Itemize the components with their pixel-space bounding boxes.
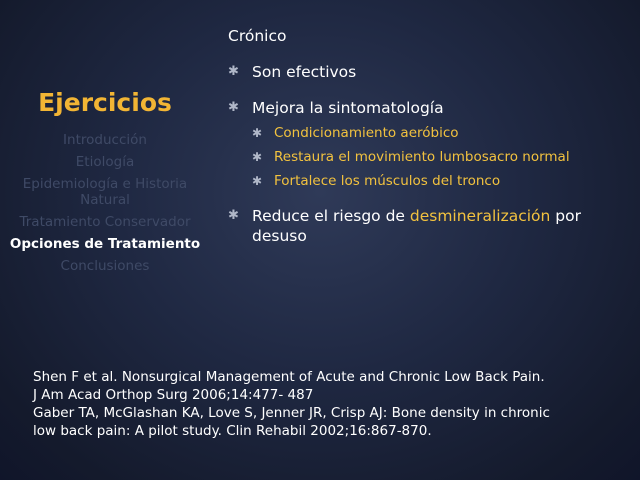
content-heading: Crónico — [228, 27, 287, 45]
asterisk-bullet-icon: ✱ — [252, 150, 263, 164]
references — [33, 368, 633, 440]
reference-line: low back pain: A pilot study. Clin Rehabil 2002;16:867-870. — [33, 423, 432, 439]
reference-line: Shen F et al. Nonsurgical Management of Acute and Chronic Low Back Pain. — [33, 369, 545, 385]
bullet-text-pre: Reduce el riesgo de — [252, 207, 410, 225]
nav-item-conclusiones[interactable]: Conclusiones — [60, 258, 150, 274]
nav-item-epidemiologia[interactable]: Epidemiología e Historia Natural — [22, 176, 188, 208]
sub-bullet-item — [252, 172, 628, 190]
asterisk-bullet-icon: ✱ — [228, 100, 239, 115]
reference-line: Gaber TA, McGlashan KA, Love S, Jenner JR, Crisp AJ: Bone density in chronic — [33, 405, 550, 421]
bullet-mejora-sintomatologia — [228, 98, 628, 118]
sub-bullet-item — [252, 148, 628, 166]
asterisk-bullet-icon: ✱ — [228, 208, 239, 223]
sub-bullet-item — [252, 124, 628, 142]
nav-item-tratamiento-conservador[interactable]: Tratamiento Conservador — [19, 214, 191, 230]
bullet-text-post: por desuso — [252, 207, 581, 245]
reference-line: J Am Acad Orthop Surg 2006;14:477- 487 — [33, 387, 314, 403]
bullet-reduce-riesgo — [228, 206, 628, 246]
sub-bullet-text: Fortalece los músculos del tronco — [274, 173, 501, 189]
sub-bullet-text: Condicionamiento aeróbico — [274, 125, 459, 141]
asterisk-bullet-icon: ✱ — [252, 174, 263, 188]
section-navigation — [0, 88, 210, 280]
bullet-text: Mejora la sintomatología — [252, 99, 444, 117]
sub-bullet-list — [252, 124, 628, 190]
bullet-son-efectivos — [228, 62, 628, 82]
slide-content — [228, 26, 628, 262]
nav-item-opciones-tratamiento[interactable]: Opciones de Tratamiento — [9, 236, 201, 252]
bullet-text: Son efectivos — [252, 63, 357, 81]
asterisk-bullet-icon: ✱ — [228, 64, 239, 79]
nav-item-etiologia[interactable]: Etiología — [75, 154, 135, 170]
asterisk-bullet-icon: ✱ — [252, 126, 263, 140]
sub-bullet-text: Restaura el movimiento lumbosacro normal — [274, 149, 570, 165]
bullet-highlight-term: desmineralización — [409, 207, 551, 225]
section-title: Ejercicios — [38, 88, 172, 117]
nav-item-introduccion[interactable]: Introducción — [63, 132, 147, 148]
